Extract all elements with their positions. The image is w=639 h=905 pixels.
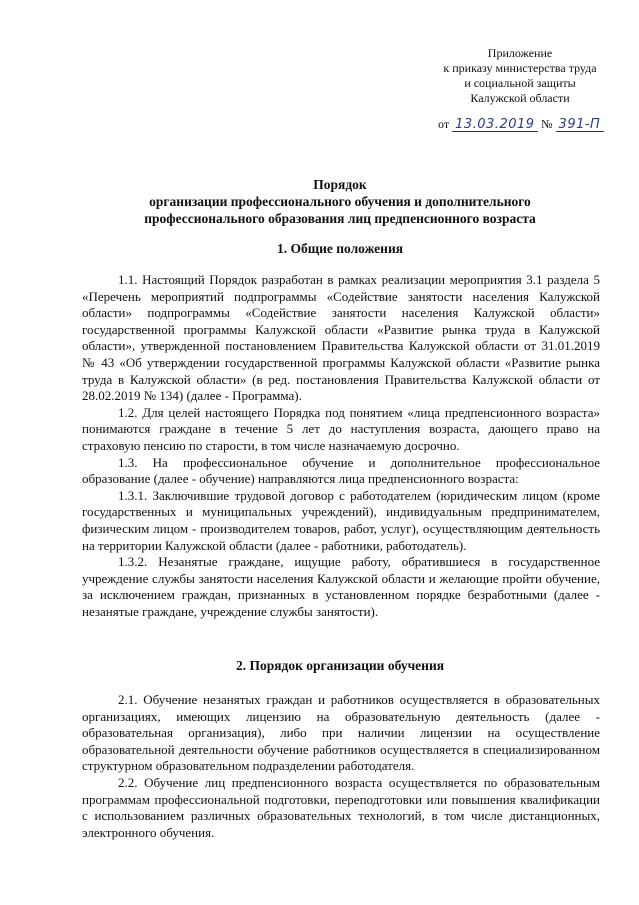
annex-line: к приказу министерства труда	[443, 61, 597, 75]
order-number-label: №	[541, 117, 553, 131]
annex-line: и социальной защиты	[464, 76, 576, 90]
paragraph: 1.1. Настоящий Порядок разработан в рамках реализации мероприятия 3.1 раздела 5 «Перечень мероприятий подпрограммы «Содействие занятости населения Калужской области» подпрограммы «Содействие занятости населения Калужской области» государственной программы Калужской области «Развитие рынка труда в Калужской области», утвержденной постановлением Правительства Калужской области от 31.01.2019 № 43 «Об утверждении государственной программы Калужской области «Развитие рынка труда в Калужской области» (в ред. постановления Правительства Калужской области от 28.02.2019 № 134) (далее - Программа).	[82, 272, 600, 404]
section-2-body	[82, 692, 600, 841]
title-line: профессионального образования лиц предпенсионного возраста	[144, 211, 536, 226]
order-date: 13.03.2019	[452, 118, 538, 132]
paragraph: 2.1. Обучение незанятых граждан и работников осуществляется в образовательных организациях, имеющих лицензию на образовательную деятельность (далее - образовательная организация), либо при наличии лицензии на осуществление образовательной деятельности обучение работников осуществляется в специализированном структурном образовательном подразделении работодателя.	[82, 692, 600, 774]
paragraph: 2.2. Обучение лиц предпенсионного возраста осуществляется по образовательным программам профессиональной подготовки, переподготовки или повышения квалификации с использованием различных образовательных технологий, в том числе дистанционных, электронного обучения.	[82, 774, 600, 840]
paragraph: 1.3. На профессиональное обучение и дополнительное профессиональное образование (далее - обучение) направляются лица предпенсионного возраста:	[82, 454, 600, 487]
annex-line: Калужской области	[470, 91, 570, 105]
paragraph: 1.2. Для целей настоящего Порядка под понятием «лица предпенсионного возраста» понимаются граждане в течение 5 лет до наступления возраста, дающего право на страховую пенсию по старости, в том числе назначаемую досрочно.	[82, 404, 600, 453]
annex-line: Приложение	[487, 46, 553, 60]
section-1-body	[82, 272, 600, 620]
order-from-label: от	[438, 117, 450, 131]
document-title	[60, 176, 620, 227]
section-1-heading: 1. Общие положения	[276, 241, 404, 256]
order-number: 391-П	[556, 118, 604, 132]
annex-block	[420, 46, 620, 106]
paragraph: 1.3.2. Незанятые граждане, ищущие работу, обратившиеся в государственное учреждение службы занятости населения Калужской области и желающие пройти обучение, за исключением граждан, признанных в установленном порядке безработными (далее - незанятые граждане, учреждение службы занятости).	[82, 554, 600, 619]
order-reference	[438, 117, 628, 132]
paragraph: 1.3.1. Заключившие трудовой договор с работодателем (юридическим лицом (кроме государственных и муниципальных учреждений), индивидуальным предпринимателем, физическим лицом - производителем товаров, работ, услуг), осуществляющим деятельность на территории Калужской области (далее - работники, работодатель).	[82, 487, 600, 553]
title-line: организации профессионального обучения и дополнительного	[149, 194, 531, 209]
section-2-heading: 2. Порядок организации обучения	[235, 658, 445, 673]
title-line: Порядок	[313, 177, 367, 192]
